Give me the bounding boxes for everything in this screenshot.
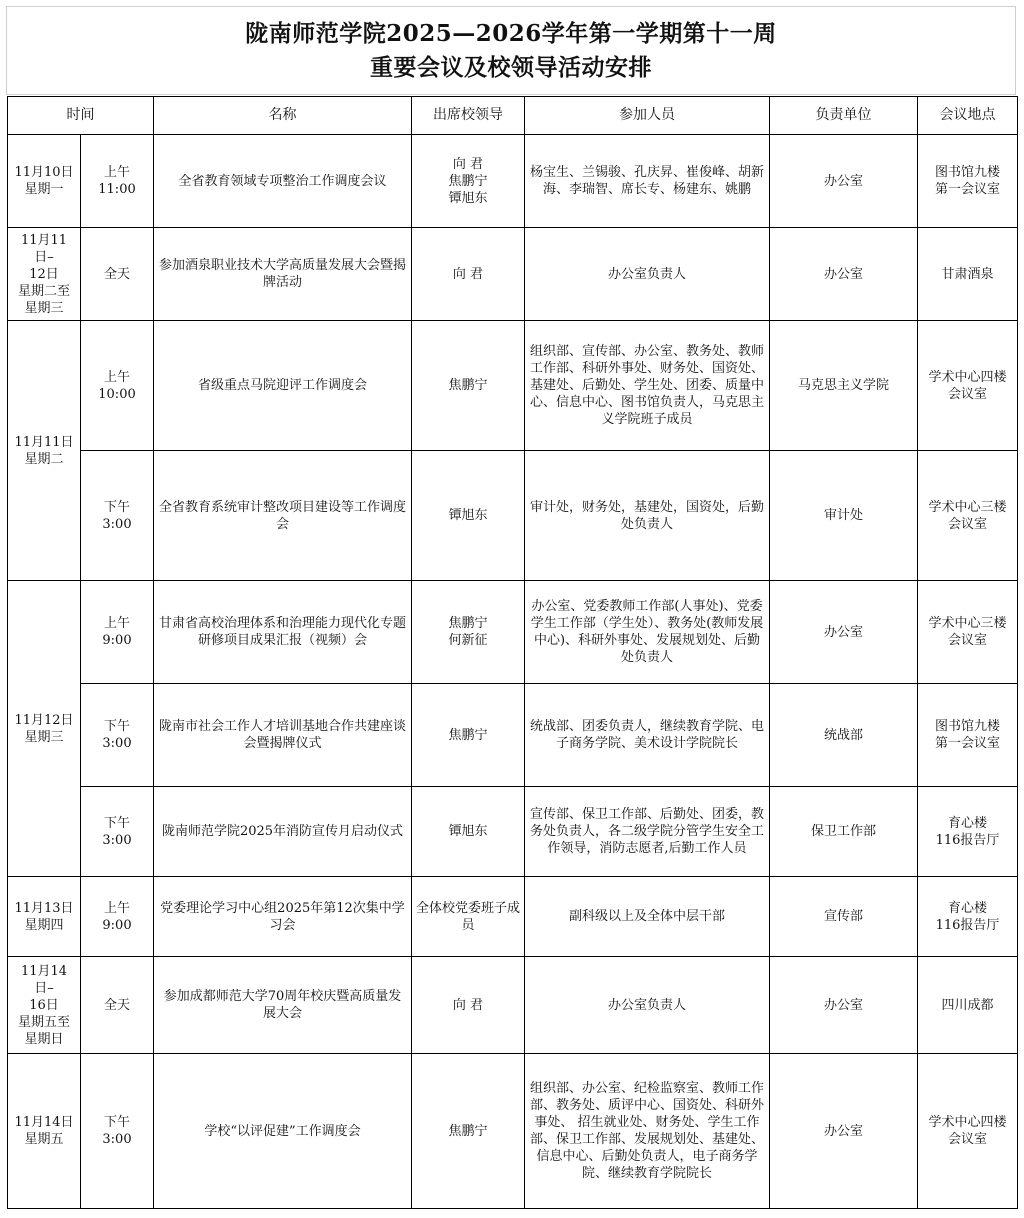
table-row [8, 228, 1018, 321]
location-cell: 育心楼 116报告厅 [918, 787, 1018, 877]
leader-cell: 向 君 [412, 228, 525, 321]
schedule-body [8, 135, 1018, 1209]
location-cell: 学术中心三楼 会议室 [918, 451, 1018, 581]
unit-cell: 审计处 [770, 451, 918, 581]
unit-cell: 保卫工作部 [770, 787, 918, 877]
title-line-1: 陇南师范学院2025—2026学年第一学期第十一周 [245, 20, 777, 47]
table-row [8, 877, 1018, 957]
meeting-name-cell: 学校“以评促建”工作调度会 [154, 1054, 412, 1209]
participants-cell: 组织部、办公室、纪检监察室、教师工作部、教务处、质评中心、国资处、科研外事处、 招生就业处、财务处、学生工作部、保卫工作部、发展规划处、基建处、信息中心、后勤处负责人，电子商务学院、继续教育学院院长 [525, 1054, 770, 1209]
time-cell: 上午 9:00 [81, 581, 154, 684]
date-cell: 11月14日– 16日 星期五至 星期日 [8, 957, 81, 1054]
participants-cell: 组织部、宣传部、办公室、教务处、教师工作部、科研外事处、财务处、国资处、基建处、后勤处、学生处、团委、质量中心、信息中心、图书馆负责人，马克思主义学院班子成员 [525, 321, 770, 451]
time-cell: 下午 3:00 [81, 684, 154, 787]
location-cell: 育心楼 116报告厅 [918, 877, 1018, 957]
time-cell: 全天 [81, 228, 154, 321]
time-cell: 下午 3:00 [81, 787, 154, 877]
meeting-name-cell: 全省教育系统审计整改项目建设等工作调度会 [154, 451, 412, 581]
participants-cell: 杨宝生、兰锡骏、孔庆昇、崔俊峰、胡新海、李瑞智、席长专、杨建东、姚鹏 [525, 135, 770, 228]
meeting-name-cell: 参加酒泉职业技术大学高质量发展大会暨揭牌活动 [154, 228, 412, 321]
location-cell: 图书馆九楼 第一会议室 [918, 684, 1018, 787]
time-cell: 上午 10:00 [81, 321, 154, 451]
leader-cell: 焦鹏宁 何新征 [412, 581, 525, 684]
header-participants: 参加人员 [525, 97, 770, 135]
leader-cell: 焦鹏宁 [412, 1054, 525, 1209]
table-row [8, 957, 1018, 1054]
date-cell: 11月11日 星期二 [8, 321, 81, 581]
leader-cell: 全体校党委班子成员 [412, 877, 525, 957]
table-row [8, 581, 1018, 684]
leader-cell: 焦鹏宁 [412, 684, 525, 787]
date-cell: 11月10日 星期一 [8, 135, 81, 228]
meeting-name-cell: 全省教育领域专项整治工作调度会议 [154, 135, 412, 228]
unit-cell: 办公室 [770, 957, 918, 1054]
header-name: 名称 [154, 97, 412, 135]
location-cell: 学术中心四楼 会议室 [918, 1054, 1018, 1209]
time-cell: 上午 9:00 [81, 877, 154, 957]
leader-cell: 焦鹏宁 [412, 321, 525, 451]
date-cell: 11月13日 星期四 [8, 877, 81, 957]
time-cell: 下午 3:00 [81, 451, 154, 581]
date-cell: 11月14日 星期五 [8, 1054, 81, 1209]
header-time: 时间 [8, 97, 154, 135]
location-cell: 四川成都 [918, 957, 1018, 1054]
date-cell: 11月11日– 12日 星期二至 星期三 [8, 228, 81, 321]
unit-cell: 统战部 [770, 684, 918, 787]
participants-cell: 宣传部、保卫工作部、后勤处、团委，教务处负责人，各二级学院分管学生安全工作领导，消防志愿者,后勤工作人员 [525, 787, 770, 877]
unit-cell: 办公室 [770, 135, 918, 228]
leader-cell: 向 君 [412, 957, 525, 1054]
header-leader: 出席校领导 [412, 97, 525, 135]
unit-cell: 办公室 [770, 1054, 918, 1209]
table-row [8, 684, 1018, 787]
meeting-name-cell: 参加成都师范大学70周年校庆暨高质量发展大会 [154, 957, 412, 1054]
title-line-2: 重要会议及校领导活动安排 [370, 54, 652, 81]
leader-cell: 向 君 焦鹏宁 镡旭东 [412, 135, 525, 228]
participants-cell: 办公室负责人 [525, 957, 770, 1054]
meeting-name-cell: 陇南市社会工作人才培训基地合作共建座谈会暨揭牌仪式 [154, 684, 412, 787]
table-row [8, 1054, 1018, 1209]
participants-cell: 统战部、团委负责人，继续教育学院、电子商务学院、美术设计学院院长 [525, 684, 770, 787]
table-row [8, 135, 1018, 228]
table-row [8, 451, 1018, 581]
unit-cell: 办公室 [770, 581, 918, 684]
leader-cell: 镡旭东 [412, 787, 525, 877]
header-unit: 负责单位 [770, 97, 918, 135]
location-cell: 图书馆九楼 第一会议室 [918, 135, 1018, 228]
participants-cell: 办公室负责人 [525, 228, 770, 321]
table-row [8, 787, 1018, 877]
meeting-name-cell: 甘肃省高校治理体系和治理能力现代化专题研修项目成果汇报（视频）会 [154, 581, 412, 684]
meeting-name-cell: 党委理论学习中心组2025年第12次集中学习会 [154, 877, 412, 957]
time-cell: 上午 11:00 [81, 135, 154, 228]
leader-cell: 镡旭东 [412, 451, 525, 581]
location-cell: 甘肃酒泉 [918, 228, 1018, 321]
participants-cell: 副科级以上及全体中层干部 [525, 877, 770, 957]
time-cell: 全天 [81, 957, 154, 1054]
schedule-table [7, 96, 1018, 1209]
table-row [8, 321, 1018, 451]
meeting-name-cell: 陇南师范学院2025年消防宣传月启动仪式 [154, 787, 412, 877]
unit-cell: 马克思主义学院 [770, 321, 918, 451]
unit-cell: 办公室 [770, 228, 918, 321]
header-location: 会议地点 [918, 97, 1018, 135]
time-cell: 下午 3:00 [81, 1054, 154, 1209]
unit-cell: 宣传部 [770, 877, 918, 957]
meeting-name-cell: 省级重点马院迎评工作调度会 [154, 321, 412, 451]
header-row [8, 97, 1018, 135]
location-cell: 学术中心四楼 会议室 [918, 321, 1018, 451]
title-block [6, 6, 1016, 95]
location-cell: 学术中心三楼 会议室 [918, 581, 1018, 684]
date-cell: 11月12日 星期三 [8, 581, 81, 877]
participants-cell: 办公室、党委教师工作部(人事处)、党委学生工作部（学生处）、教务处(教师发展中心)、科研外事处、发展规划处、后勤处负责人 [525, 581, 770, 684]
participants-cell: 审计处，财务处，基建处，国资处，后勤处负责人 [525, 451, 770, 581]
